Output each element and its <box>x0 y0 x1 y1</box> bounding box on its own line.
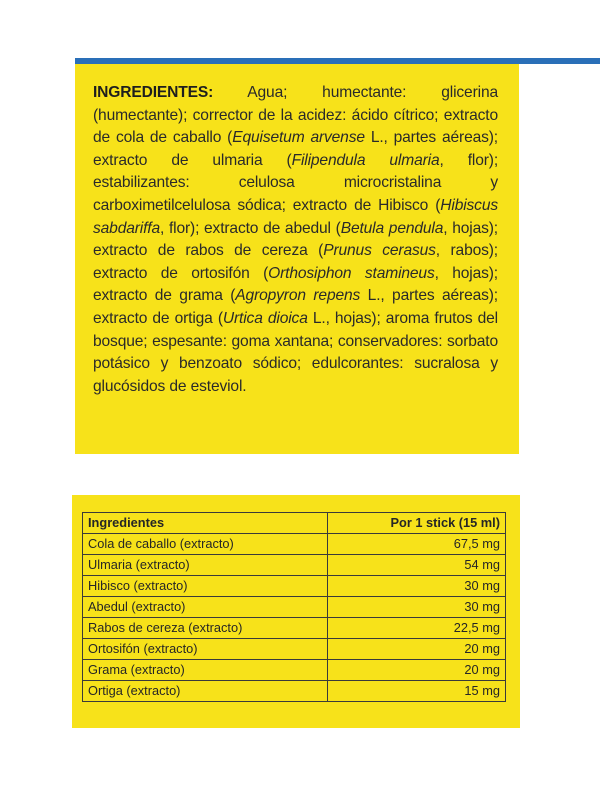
ingredient-cell: Ortosifón (extracto) <box>83 639 328 660</box>
ingredient-cell: Hibisco (extracto) <box>83 576 328 597</box>
amount-cell: 20 mg <box>327 660 505 681</box>
table-row <box>83 639 506 660</box>
ingredient-cell: Ortiga (extracto) <box>83 681 328 702</box>
ingredients-heading: INGREDIENTES: <box>93 84 214 101</box>
ingredients-text-segment: , rabos); extracto de ortosifón ( <box>93 242 498 282</box>
table-header-row <box>83 513 506 534</box>
amount-cell: 15 mg <box>327 681 505 702</box>
ingredients-panel <box>75 64 519 454</box>
ingredient-cell: Ulmaria (extracto) <box>83 555 328 576</box>
ingredients-text-segment: , hojas); extracto de grama ( <box>93 264 498 305</box>
table-row <box>83 555 506 576</box>
ingredient-cell: Cola de caballo (extracto) <box>83 534 328 555</box>
species-name: Betula pendula <box>340 219 444 237</box>
amount-cell: 22,5 mg <box>327 618 505 639</box>
ingredients-text-segment: Agua; humectante: glicerina (humectante); corrector de la acidez: ácido cítrico; extracto de cola de caballo ( <box>93 84 498 147</box>
table-row <box>83 534 506 555</box>
species-name: Agropyron repens <box>235 287 361 305</box>
ingredient-cell: Grama (extracto) <box>83 660 328 681</box>
species-name: Hibiscus sabdariffa <box>93 196 498 237</box>
table-body <box>83 534 506 702</box>
header-ingredient: Ingredientes <box>83 513 328 534</box>
ingredients-text-segment: L., partes aéreas); extracto de ortiga ( <box>93 287 498 327</box>
ingredients-text-segment: , flor); extracto de abedul ( <box>159 219 341 237</box>
table-row <box>83 597 506 618</box>
header-amount: Por 1 stick (15 ml) <box>327 513 505 534</box>
species-name: Orthosiphon stamineus <box>268 264 435 282</box>
ingredient-cell: Abedul (extracto) <box>83 597 328 618</box>
amount-cell: 67,5 mg <box>327 534 505 555</box>
composition-table-panel <box>72 495 520 728</box>
ingredient-cell: Rabos de cereza (extracto) <box>83 618 328 639</box>
table-row <box>83 576 506 597</box>
table-row <box>83 660 506 681</box>
amount-cell: 20 mg <box>327 639 505 660</box>
table-row <box>83 618 506 639</box>
ingredients-paragraph <box>93 82 498 398</box>
ingredients-text-segment: L., hojas); aroma frutos del bosque; espesante: goma xantana; conservadores: sorbato potásico y benzoato sódico; edulcorantes: sucralosa y glucósidos de esteviol. <box>93 309 498 395</box>
species-name: Prunus cerasus <box>323 242 436 260</box>
amount-cell: 30 mg <box>327 597 505 618</box>
amount-cell: 54 mg <box>327 555 505 576</box>
ingredients-text-segment: , flor); estabilizantes: celulosa microcristalina y carboximetilcelulosa sódica; extracto de Hibisco ( <box>93 151 499 214</box>
ingredients-text-segment: , hojas); extracto de rabos de cereza ( <box>93 219 498 260</box>
species-name: Urtica dioica <box>222 309 308 327</box>
amount-cell: 30 mg <box>327 576 505 597</box>
ingredients-text-segment: L., partes aéreas); extracto de ulmaria ( <box>93 129 498 169</box>
table-row <box>83 681 506 702</box>
composition-table <box>82 512 506 702</box>
species-name: Equisetum arvense <box>232 129 365 147</box>
species-name: Filipendula ulmaria <box>291 151 440 169</box>
